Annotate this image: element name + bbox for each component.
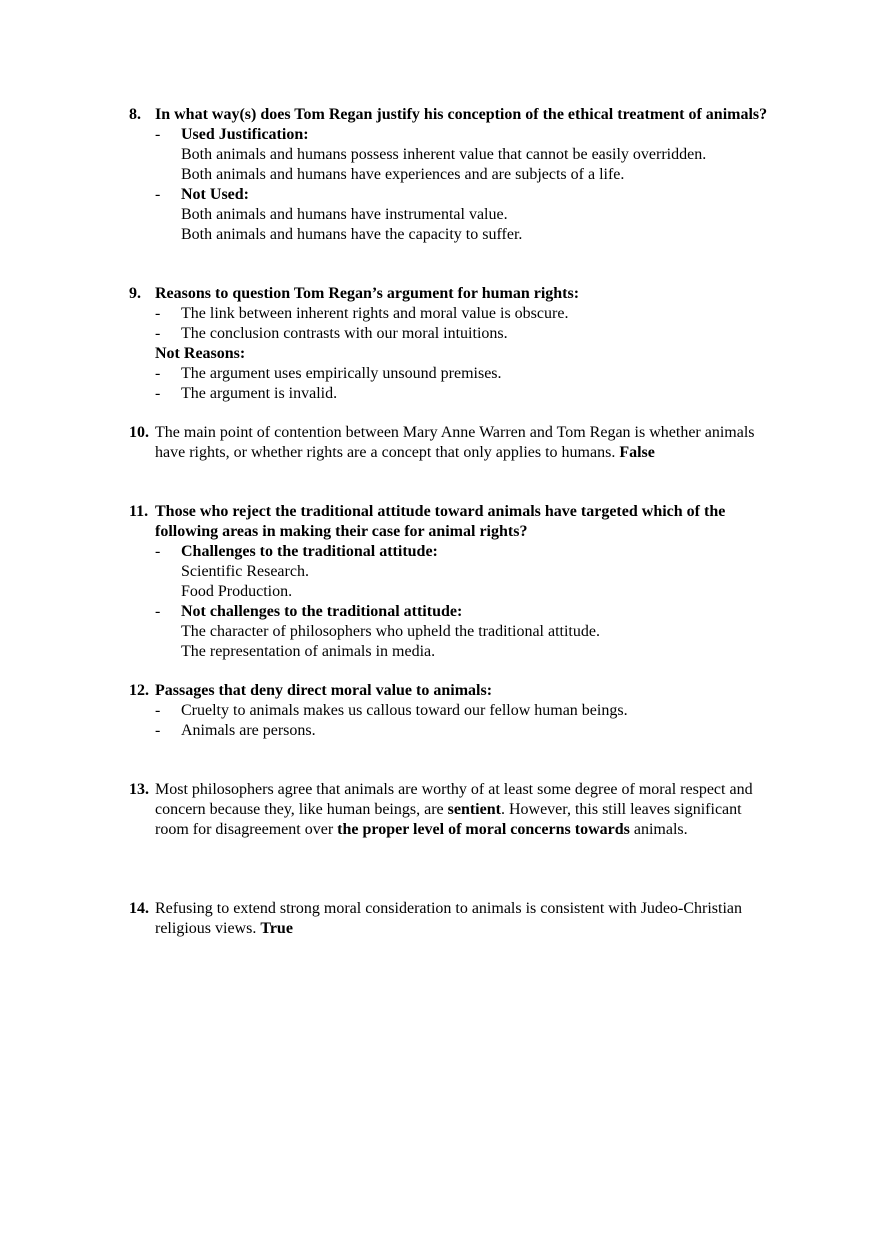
list-dash: - [155, 305, 161, 322]
question-number: 10. [129, 424, 149, 441]
list-dash: - [155, 325, 161, 342]
not-challenges-heading: - Not challenges to the traditional attitude: [155, 603, 463, 620]
question-14 [129, 899, 779, 939]
list-dash: - [155, 186, 161, 203]
list-dash: - [155, 365, 161, 382]
list-dash: - [155, 702, 161, 719]
question-text: Those who reject the traditional attitude toward animals have targeted which of the following areas in making their case for animal rights? [155, 503, 726, 540]
question-text: Refusing to extend strong moral consideration to animals is consistent with Judeo-Christian religious views. [155, 900, 743, 937]
list-dash: - [155, 385, 161, 402]
not-used-item: Both animals and humans have the capacity to suffer. [181, 226, 523, 243]
answer: True [260, 920, 293, 937]
list-item: - The conclusion contrasts with our moral intuitions. [155, 325, 508, 342]
list-dash: - [155, 126, 161, 143]
challenge-item: Scientific Research. [181, 563, 309, 580]
question-text: Reasons to question Tom Regan’s argument for human rights: [155, 285, 580, 302]
question-text: In what way(s) does Tom Regan justify his conception of the ethical treatment of animals? [155, 106, 768, 123]
question-text: Passages that deny direct moral value to animals: [155, 682, 493, 699]
used-item: Both animals and humans possess inherent value that cannot be easily overridden. [181, 146, 707, 163]
challenge-item: Food Production. [181, 583, 293, 600]
question-8 [129, 105, 779, 245]
question-13 [129, 780, 779, 840]
challenges-heading: - Challenges to the traditional attitude: [155, 543, 438, 560]
question-text: The main point of contention between Mary Anne Warren and Tom Regan is whether animals have rights, or whether rights are a concept that only applies to humans. [155, 424, 755, 461]
question-text: Most philosophers agree that animals are worthy of at least some degree of moral respect and concern because they, like human beings, are sentient. However, this still leaves significant room for disagreement over the proper level of moral concerns towards animals. [155, 781, 753, 838]
emphasis: sentient [447, 801, 501, 818]
list-item: - The link between inherent rights and moral value is obscure. [155, 305, 569, 322]
list-item: - Animals are persons. [155, 722, 316, 739]
emphasis: the proper level of moral concerns towards [337, 821, 630, 838]
not-challenge-item: The character of philosophers who upheld the traditional attitude. [181, 623, 600, 640]
used-justification-heading: - Used Justification: [155, 126, 309, 143]
question-12 [129, 681, 779, 741]
not-used-item: Both animals and humans have instrumental value. [181, 206, 508, 223]
question-number: 12. [129, 682, 149, 699]
not-used-heading: - Not Used: [155, 186, 249, 203]
list-item: - The argument uses empirically unsound premises. [155, 365, 502, 382]
not-reasons-heading: Not Reasons: [155, 345, 246, 362]
question-number: 9. [129, 285, 141, 302]
question-10 [129, 423, 779, 463]
list-dash: - [155, 543, 161, 560]
list-item: - Cruelty to animals makes us callous toward our fellow human beings. [155, 702, 628, 719]
question-number: 8. [129, 106, 141, 123]
answer: False [619, 444, 655, 461]
list-item: - The argument is invalid. [155, 385, 338, 402]
used-item: Both animals and humans have experiences and are subjects of a life. [181, 166, 625, 183]
question-number: 11. [129, 503, 149, 520]
list-dash: - [155, 603, 161, 620]
question-number: 13. [129, 781, 149, 798]
list-dash: - [155, 722, 161, 739]
question-11 [129, 502, 779, 662]
not-challenge-item: The representation of animals in media. [181, 643, 436, 660]
question-number: 14. [129, 900, 149, 917]
question-9 [129, 284, 779, 404]
